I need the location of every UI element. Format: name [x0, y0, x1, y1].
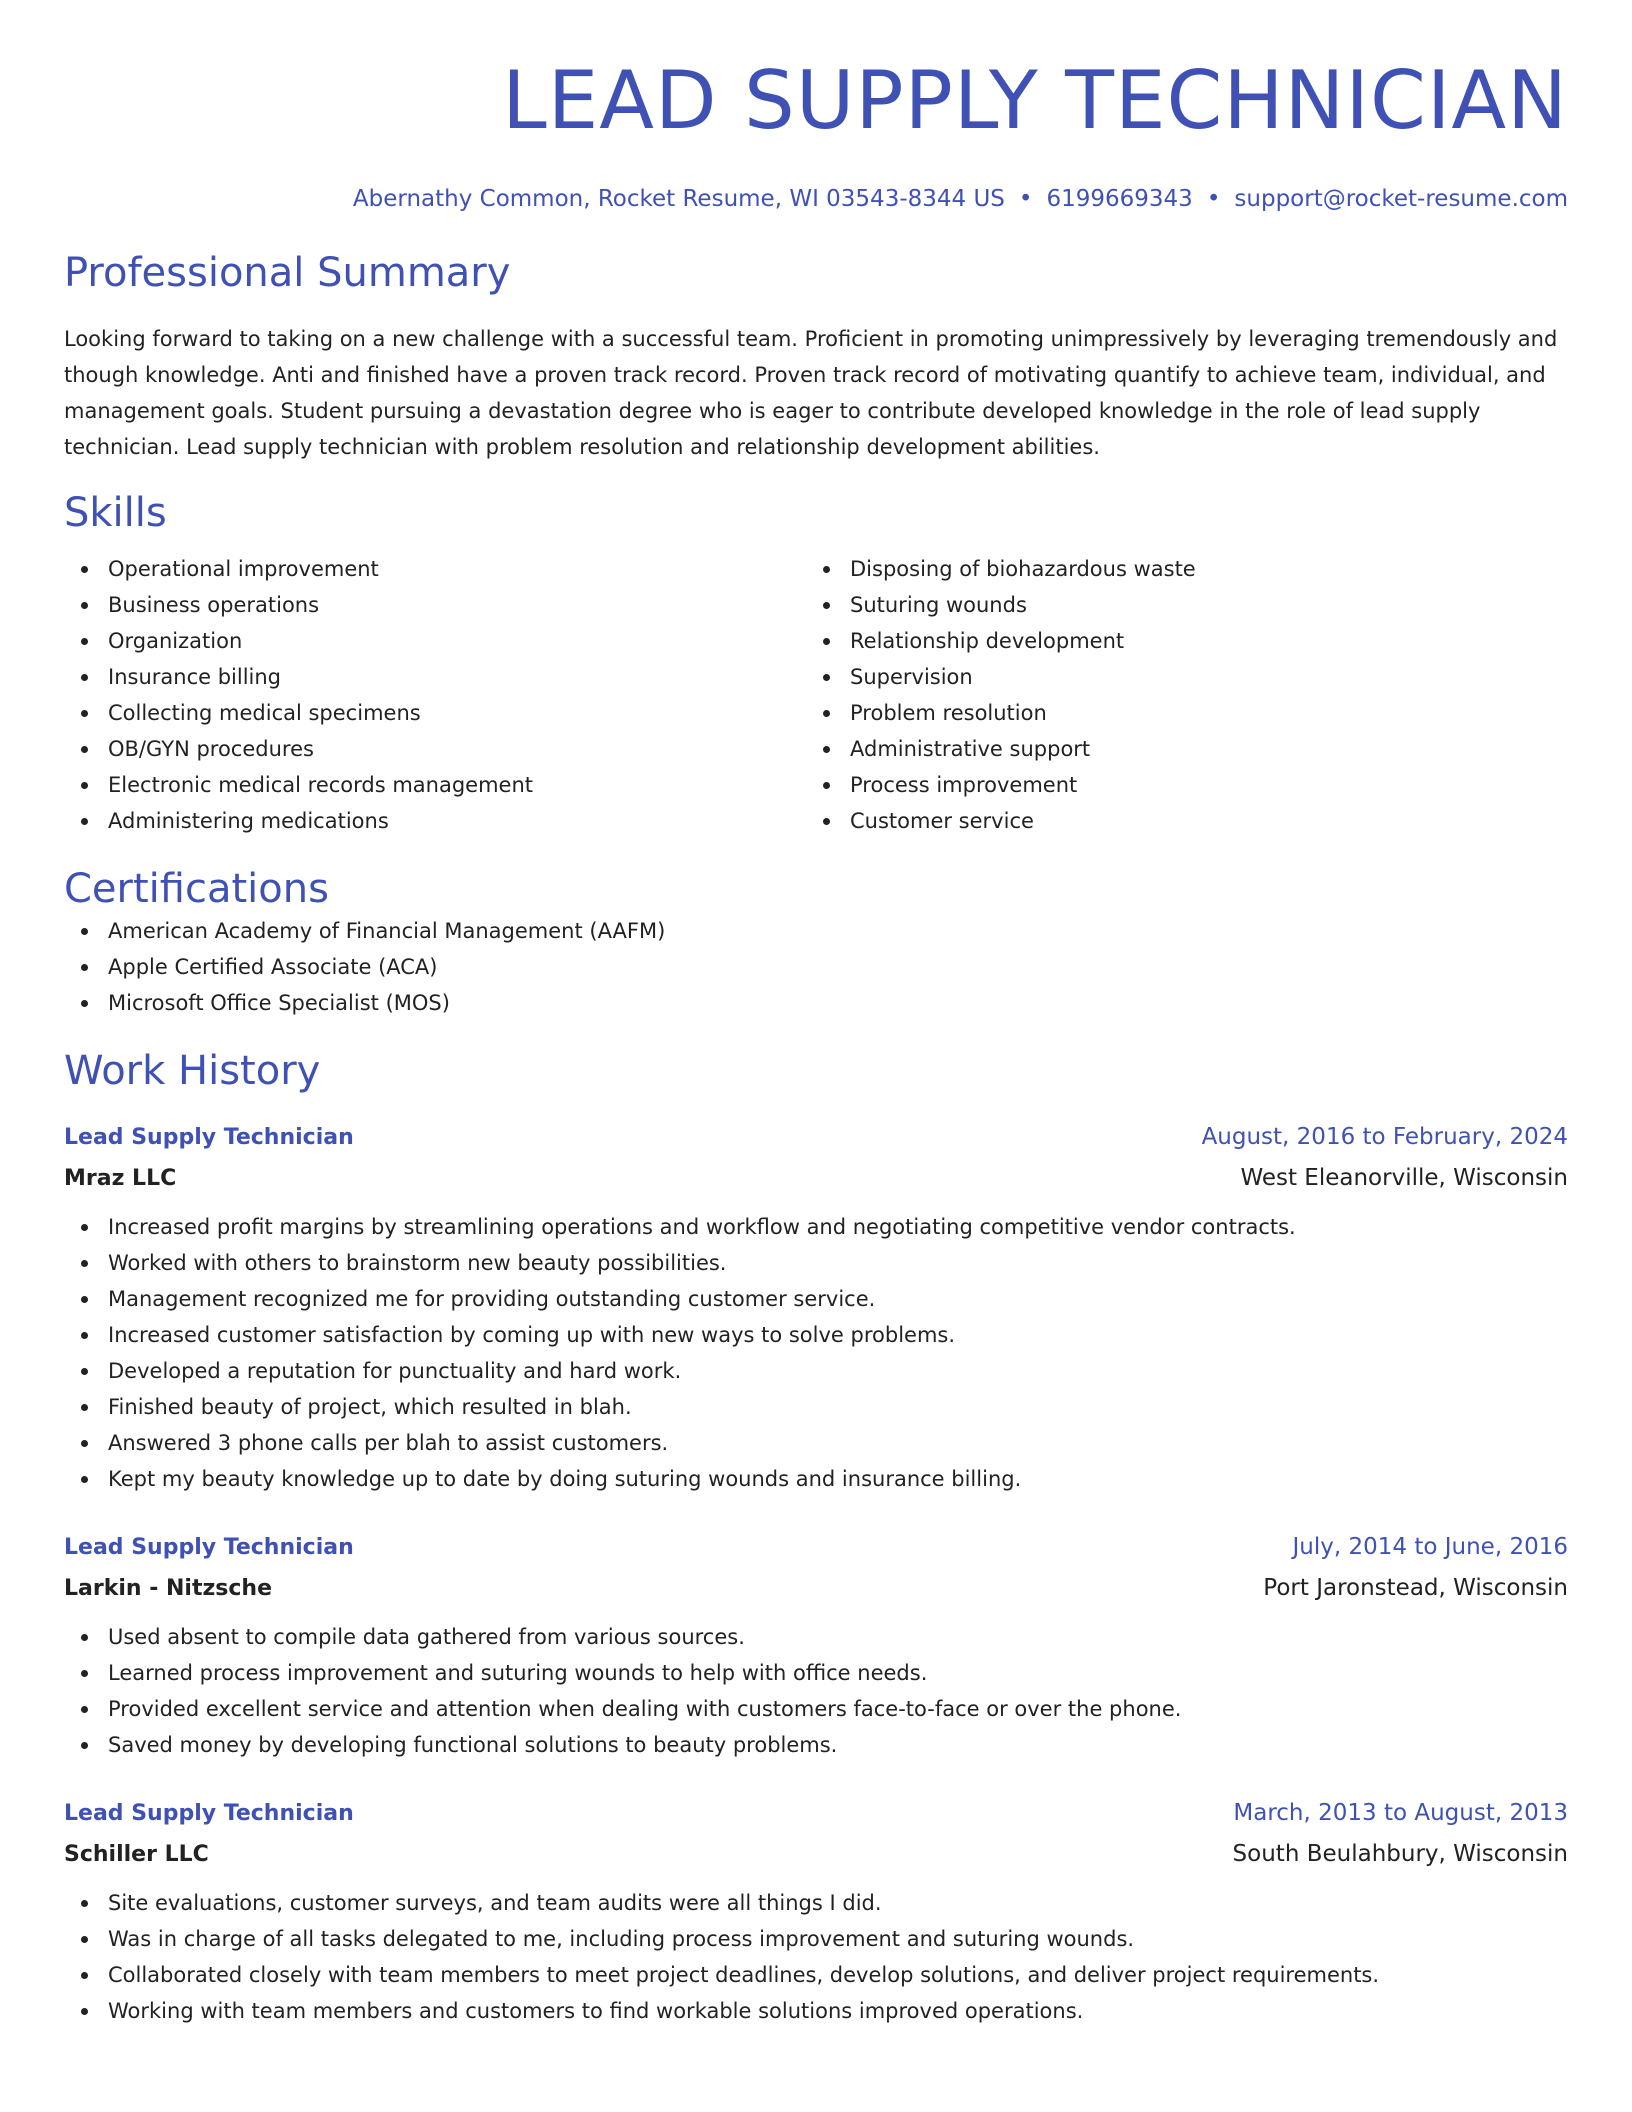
skill-item: Process improvement	[806, 767, 1548, 803]
skill-item: Electronic medical records management	[64, 767, 806, 803]
skill-item: Administering medications	[64, 803, 806, 839]
skills-list-right	[806, 551, 1548, 839]
contact-address: Abernathy Common, Rocket Resume, WI 03543-8344 US	[352, 186, 1005, 212]
certification-item: American Academy of Financial Management (AAFM)	[64, 913, 1568, 949]
job-bullet: Answered 3 phone calls per blah to assist customers.	[64, 1425, 1568, 1461]
job-company-row	[64, 1158, 1568, 1199]
summary-text: Looking forward to taking on a new challenge with a successful team. Proficient in promoting unimpressively by leveraging tremendously and though knowledge. Anti and finished have a proven track record. Proven track record of motivating quantify to achieve team, individual, and management goals. Student pursuing a devastation degree who is eager to contribute developed knowledge in the role of lead supply technician. Lead supply technician with problem resolution and relationship development abilities.	[64, 326, 1558, 459]
certifications-list	[64, 913, 1568, 1021]
skill-item: Insurance billing	[64, 659, 806, 695]
job-bullet: Site evaluations, customer surveys, and team audits were all things I did.	[64, 1885, 1568, 1921]
job-bullets	[64, 1885, 1568, 2029]
job-bullet: Increased customer satisfaction by coming up with new ways to solve problems.	[64, 1317, 1568, 1353]
skill-item: Supervision	[806, 659, 1548, 695]
certification-item: Apple Certified Associate (ACA)	[64, 949, 1568, 985]
job-bullet: Saved money by developing functional solutions to beauty problems.	[64, 1727, 1568, 1763]
job-company: Larkin - Nitzsche	[64, 1575, 272, 1601]
job-location: Port Jaronstead, Wisconsin	[1263, 1574, 1568, 1601]
job-dates: July, 2014 to June, 2016	[1292, 1533, 1568, 1560]
contact-email: support@rocket-resume.com	[1234, 186, 1568, 212]
skill-item: OB/GYN procedures	[64, 731, 806, 767]
certification-item: Microsoft Office Specialist (MOS)	[64, 985, 1568, 1021]
job-bullets	[64, 1209, 1568, 1497]
job-location: West Eleanorville, Wisconsin	[1240, 1164, 1568, 1191]
contact-phone: 6199669343	[1046, 186, 1193, 212]
skill-item: Business operations	[64, 587, 806, 623]
job-bullet: Working with team members and customers to find workable solutions improved operations.	[64, 1993, 1568, 2029]
job-bullet: Worked with others to brainstorm new beauty possibilities.	[64, 1245, 1568, 1281]
job-dates: August, 2016 to February, 2024	[1201, 1123, 1568, 1150]
skill-item: Customer service	[806, 803, 1548, 839]
job-dates: March, 2013 to August, 2013	[1233, 1799, 1568, 1826]
job-bullet: Management recognized me for providing outstanding customer service.	[64, 1281, 1568, 1317]
skill-item: Operational improvement	[64, 551, 806, 587]
skill-item: Problem resolution	[806, 695, 1548, 731]
skills-grid	[64, 551, 1568, 839]
job-location: South Beulahbury, Wisconsin	[1232, 1840, 1568, 1867]
summary-heading: Professional Summary	[64, 249, 511, 296]
skill-item: Collecting medical specimens	[64, 695, 806, 731]
job-header-row	[64, 1793, 1568, 1834]
skills-list-left	[64, 551, 806, 839]
job-bullet: Learned process improvement and suturing wounds to help with office needs.	[64, 1655, 1568, 1691]
job-bullet: Increased profit margins by streamlining operations and workflow and negotiating competitive vendor contracts.	[64, 1209, 1568, 1245]
job-entry	[64, 1527, 1568, 1763]
job-company-row	[64, 1834, 1568, 1875]
skill-item: Disposing of biohazardous waste	[806, 551, 1548, 587]
job-bullet: Used absent to compile data gathered from various sources.	[64, 1619, 1568, 1655]
job-entry	[64, 1793, 1568, 2029]
skills-column-right	[806, 551, 1548, 839]
job-header-row	[64, 1527, 1568, 1568]
job-title: Lead Supply Technician	[64, 1124, 354, 1150]
job-bullet: Was in charge of all tasks delegated to me, including process improvement and suturing wounds.	[64, 1921, 1568, 1957]
job-bullet: Collaborated closely with team members to meet project deadlines, develop solutions, and deliver project requirements.	[64, 1957, 1568, 1993]
contact-separator: •	[1018, 186, 1033, 212]
job-bullet: Kept my beauty knowledge up to date by doing suturing wounds and insurance billing.	[64, 1461, 1568, 1497]
job-title: Lead Supply Technician	[64, 1800, 354, 1826]
contact-line	[64, 185, 1568, 215]
work-history-heading: Work History	[64, 1047, 321, 1094]
job-bullet: Developed a reputation for punctuality and hard work.	[64, 1353, 1568, 1389]
skill-item: Administrative support	[806, 731, 1548, 767]
skills-column-left	[64, 551, 806, 839]
job-company-row	[64, 1568, 1568, 1609]
skill-item: Suturing wounds	[806, 587, 1548, 623]
skills-heading: Skills	[64, 489, 167, 536]
job-header-row	[64, 1117, 1568, 1158]
skill-item: Relationship development	[806, 623, 1548, 659]
resume-name: LEAD SUPPLY TECHNICIAN	[502, 54, 1568, 147]
job-company: Schiller LLC	[64, 1841, 209, 1867]
skill-item: Organization	[64, 623, 806, 659]
job-company: Mraz LLC	[64, 1165, 177, 1191]
job-bullet: Finished beauty of project, which resulted in blah.	[64, 1389, 1568, 1425]
job-entry	[64, 1117, 1568, 1497]
job-title: Lead Supply Technician	[64, 1534, 354, 1560]
job-bullets	[64, 1619, 1568, 1763]
certifications-heading: Certifications	[64, 865, 329, 912]
job-bullet: Provided excellent service and attention when dealing with customers face-to-face or over the phone.	[64, 1691, 1568, 1727]
contact-separator: •	[1206, 186, 1221, 212]
